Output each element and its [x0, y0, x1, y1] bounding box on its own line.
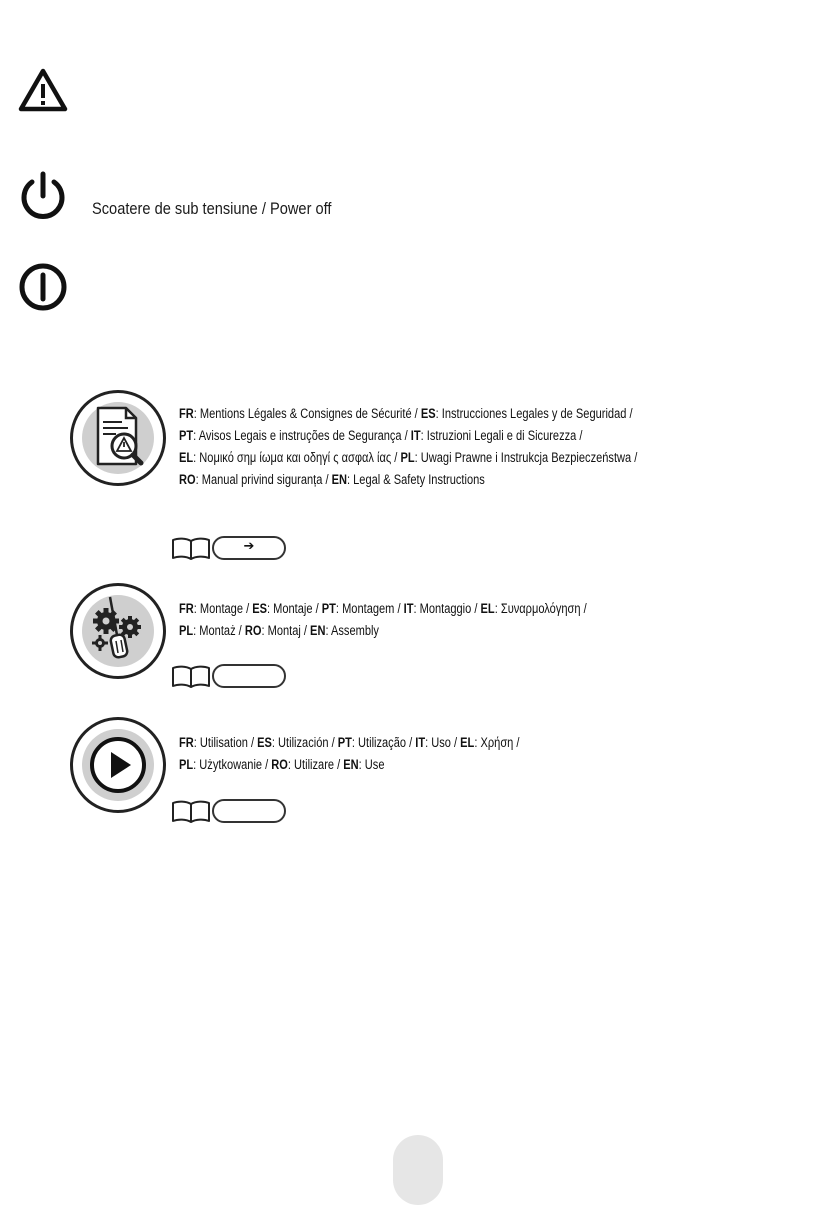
assembly-line-2	[179, 620, 587, 642]
lang-text: : Legal & Safety Instructions	[346, 472, 485, 487]
lang-code: IT	[403, 601, 414, 616]
use-line-2	[179, 754, 519, 776]
lang-code: RO	[244, 623, 262, 638]
page-reference-pill	[212, 664, 286, 688]
use-text	[179, 732, 594, 776]
lang-code: PL	[179, 623, 194, 638]
lang-text: : Utilización /	[271, 735, 338, 750]
lang-code: RO	[271, 757, 288, 772]
book-icon	[170, 536, 212, 562]
power-off-icon	[18, 170, 68, 222]
legal-line-4	[179, 469, 637, 491]
lang-text: : Instrucciones Legales y de Seguridad /	[435, 406, 633, 421]
legal-line-1	[179, 403, 637, 425]
lang-code: PT	[337, 735, 352, 750]
lang-code: EN	[331, 472, 347, 487]
lang-text: : Assembly	[325, 623, 379, 638]
lang-code: EN	[343, 757, 359, 772]
book-icon	[170, 799, 212, 825]
lang-code: ES	[420, 406, 436, 421]
legal-line-2	[179, 425, 637, 447]
assembly-line-1	[179, 598, 587, 620]
lang-text: : Συναρμολόγηση /	[494, 601, 587, 616]
lang-text: : Utilisation /	[193, 735, 258, 750]
lang-code: PT	[321, 601, 336, 616]
lang-text: : Manual privind siguranța /	[195, 472, 332, 487]
assembly-badge	[70, 583, 166, 679]
lang-code: ES	[257, 735, 272, 750]
assembly-tools-icon	[70, 583, 166, 679]
legal-line-3	[179, 447, 637, 469]
lang-code: PL	[179, 757, 194, 772]
warning-triangle-icon	[18, 68, 68, 112]
lang-code: PT	[179, 428, 194, 443]
lang-text: : Utilização /	[351, 735, 416, 750]
lang-code: ES	[252, 601, 267, 616]
lang-text: : Avisos Legais e instruções de Segurança /	[193, 428, 411, 443]
lang-text: : Uwagi Prawne i Instrukcja Bezpieczeństwa /	[414, 450, 638, 465]
lang-code: EL	[179, 450, 194, 465]
lang-code: RO	[179, 472, 196, 487]
lang-text: : Istruzioni Legali e di Sicurezza /	[420, 428, 583, 443]
lang-text: : Montage /	[193, 601, 253, 616]
lang-text: : Mentions Légales & Consignes de Sécurité /	[193, 406, 421, 421]
legal-document-badge	[70, 390, 166, 486]
lang-text: : Montaje /	[266, 601, 322, 616]
lang-text: : Uso /	[425, 735, 461, 750]
legal-safety-text	[179, 403, 738, 491]
assembly-text	[179, 598, 676, 642]
lang-text: : Use	[358, 757, 385, 772]
lang-text: : Utilizare /	[287, 757, 344, 772]
play-use-icon	[70, 717, 166, 813]
lang-text: : Montaggio /	[413, 601, 481, 616]
lang-text: : Χρήση /	[474, 735, 520, 750]
page-reference-pill	[212, 799, 286, 823]
legal-document-icon	[70, 390, 166, 486]
lang-code: PL	[400, 450, 415, 465]
lang-code: FR	[179, 601, 194, 616]
lang-code: FR	[179, 406, 194, 421]
lang-text: : Montagem /	[335, 601, 404, 616]
lang-code: IT	[410, 428, 421, 443]
lang-text: : Użytkowanie /	[193, 757, 272, 772]
lang-code: EL	[460, 735, 475, 750]
power-on-icon	[18, 262, 68, 312]
lang-text: : Νομικό σημ ίωμα και οδηγί ς ασφαλ ίας /	[193, 450, 401, 465]
lang-code: EL	[480, 601, 495, 616]
lang-text: : Montaż /	[193, 623, 245, 638]
page-number-tab	[393, 1135, 443, 1205]
use-badge	[70, 717, 166, 813]
lang-text: : Montaj /	[261, 623, 311, 638]
arrow-right-icon: ➔	[243, 539, 255, 554]
lang-code: FR	[179, 735, 194, 750]
page-reference-pill	[212, 536, 286, 560]
lang-code: IT	[415, 735, 426, 750]
use-line-1	[179, 732, 519, 754]
book-icon	[170, 664, 212, 690]
lang-code: EN	[310, 623, 326, 638]
power-off-label: Scoatere de sub tensiune / Power off	[92, 199, 332, 218]
